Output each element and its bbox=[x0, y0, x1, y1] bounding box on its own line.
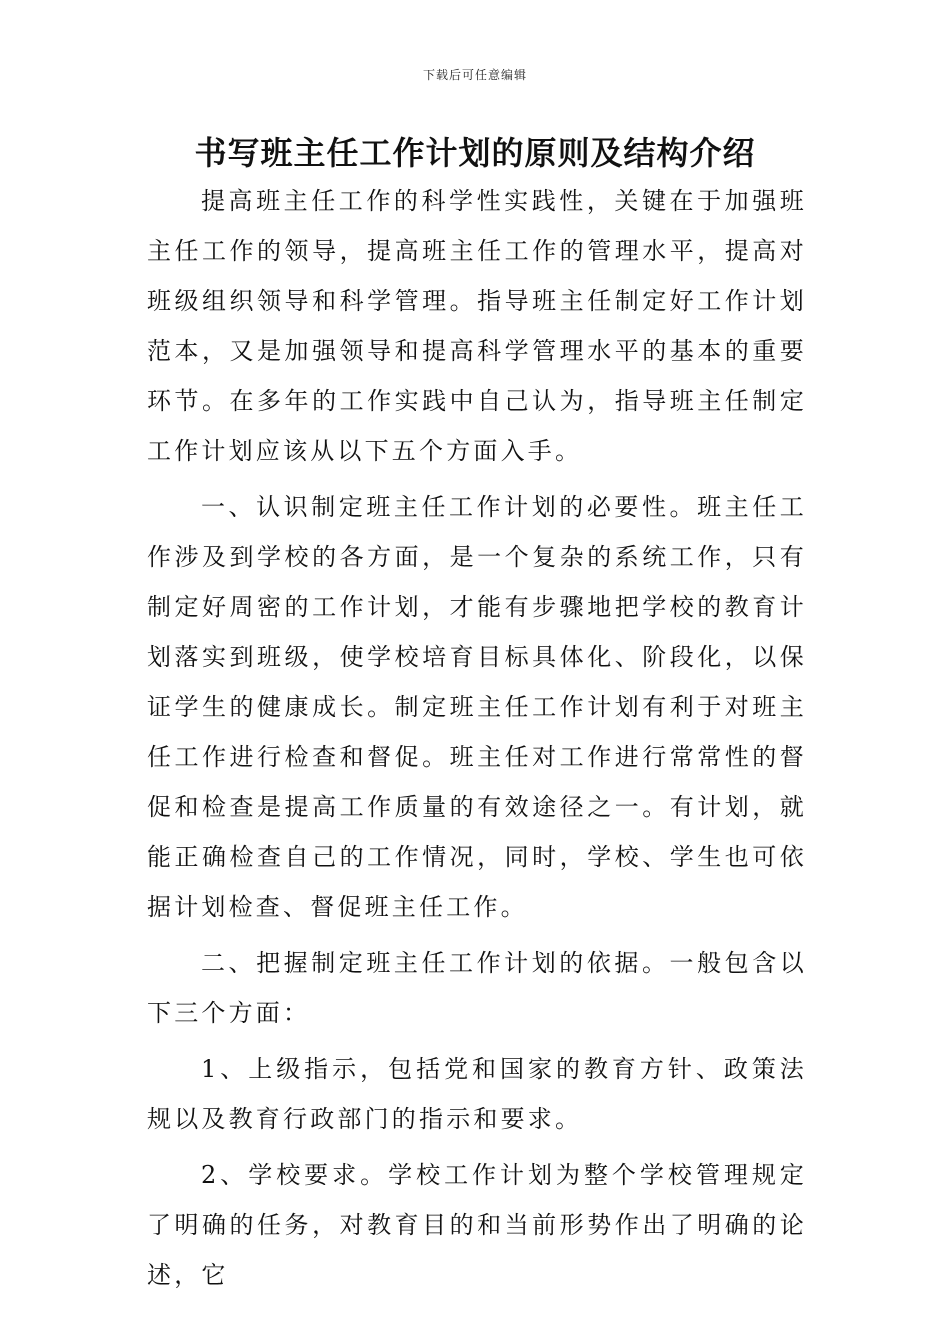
document-title: 书写班主任工作计划的原则及结构介绍 bbox=[194, 134, 756, 172]
document-body bbox=[147, 176, 807, 1306]
paragraph-intro: 提高班主任工作的科学性实践性，关键在于加强班主任工作的领导，提高班主任工作的管理水平，提高对班级组织领导和科学管理。指导班主任制定好工作计划范本，又是加强领导和提高科学管理水平的基本的重要环节。在多年的工作实践中自己认为，指导班主任制定工作计划应该从以下五个方面入手。 bbox=[147, 187, 807, 465]
paragraph-section-2: 二、把握制定班主任工作计划的依据。一般包含以下三个方面： bbox=[147, 949, 807, 1027]
paragraph-item-1: 1、上级指示，包括党和国家的教育方针、政策法规以及教育行政部门的指示和要求。 bbox=[147, 1055, 807, 1133]
paragraph-item-2: 2、学校要求。学校工作计划为整个学校管理规定了明确的任务，对教育目的和当前形势作出了明确的论述，它 bbox=[147, 1161, 807, 1289]
paragraph-section-1: 一、认识制定班主任工作计划的必要性。班主任工作涉及到学校的各方面，是一个复杂的系统工作，只有制定好周密的工作计划，才能有步骤地把学校的教育计划落实到班级，使学校培育目标具体化、阶段化，以保证学生的健康成长。制定班主任工作计划有利于对班主任工作进行检查和督促。班主任对工作进行常常性的督促和检查是提高工作质量的有效途径之一。有计划，就能正确检查自己的工作情况，同时，学校、学生也可依据计划检查、督促班主任工作。 bbox=[147, 493, 807, 921]
header-note: 下载后可任意编辑 bbox=[422, 68, 527, 82]
